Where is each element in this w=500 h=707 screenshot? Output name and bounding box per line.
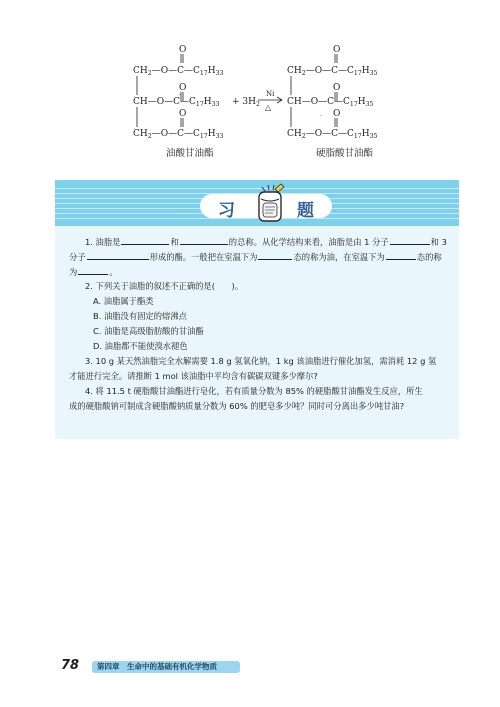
reactant-row: $CH_2—O—C—C_{17}H_{33}$ bbox=[133, 66, 224, 77]
reactant-label: 油酸甘油酯 bbox=[166, 148, 214, 159]
question-2-stem: 2. 下列关于油脂的叙述不正确的是( )。 bbox=[85, 281, 244, 291]
carbonyl-o: O bbox=[179, 45, 187, 55]
question-2-option-c[interactable]: C. 油脂是高级脂肪酸的甘油酯 bbox=[93, 326, 204, 336]
question-2-option-d[interactable]: D. 油脂都不能使溴水褪色 bbox=[93, 341, 188, 351]
condition-label: △ bbox=[265, 103, 272, 112]
product-label: 硬脂酸甘油酯 bbox=[316, 148, 374, 159]
question-4-line-2: 成的硬脂酸钠可制成含硬脂酸钠质量分数为 60% 的肥皂多少吨？同时可分离出多少吨甘油? bbox=[69, 401, 405, 411]
question-1-line-1: 1. 油脂是 和 的总称。从化学结构来看，油脂是由 1 分子 和 3 bbox=[85, 237, 447, 247]
carbonyl-o: O bbox=[333, 45, 341, 55]
question-2-option-b[interactable]: B. 油脂没有固定的熔沸点 bbox=[93, 311, 187, 321]
svg-text:·: · bbox=[320, 113, 322, 120]
exercise-box bbox=[55, 180, 459, 439]
notebook-pencil-icon bbox=[251, 183, 291, 225]
question-1-line-2: 分子 形成的酯。一般把在室温下为 态的称为油，在室温下为 态的称 bbox=[69, 252, 442, 262]
question-1-line-3: 为 。 bbox=[69, 267, 118, 277]
product-row: $CH_2—O—C—C_{17}H_{35}$ bbox=[287, 129, 378, 140]
product-row: $CH_2—O—C—C_{17}H_{35}$ bbox=[287, 66, 378, 77]
banner-title-left: 习 bbox=[218, 201, 236, 221]
answer-blank[interactable] bbox=[87, 250, 149, 260]
answer-blank[interactable] bbox=[121, 235, 169, 245]
banner-title-right: 题 bbox=[297, 201, 315, 221]
question-4-line-1: 4. 将 11.5 t 硬脂酸甘油酯进行皂化，若有质量分数为 85% 的硬脂酸甘油酯发生反应，所生 bbox=[85, 386, 423, 396]
carbonyl-o: O bbox=[333, 83, 341, 93]
answer-blank[interactable] bbox=[258, 250, 292, 260]
catalyst-label: Ni bbox=[266, 90, 275, 98]
answer-blank[interactable] bbox=[386, 250, 416, 260]
question-2-option-a[interactable]: A. 油脂属于酯类 bbox=[93, 296, 154, 306]
answer-blank[interactable] bbox=[180, 235, 228, 245]
reaction-arrow bbox=[258, 90, 282, 112]
carbonyl-o: O bbox=[179, 109, 187, 119]
question-3-line-1: 3. 10 g 某天然油脂完全水解需要 1.8 g 氢氧化钠，1 kg 该油脂进行催化加氢，需消耗 12 g 氢 bbox=[85, 356, 437, 366]
carbonyl-o: O bbox=[179, 83, 187, 93]
product-structure bbox=[287, 45, 378, 140]
page-number: 78 bbox=[61, 658, 80, 673]
answer-blank[interactable] bbox=[78, 265, 108, 275]
product-row: $CH—O—C—C_{17}H_{35}$ bbox=[287, 97, 374, 108]
chapter-title: 第四章 生命中的基础有机化学物质 bbox=[97, 662, 217, 671]
reactant-structure bbox=[133, 45, 224, 140]
answer-blank[interactable] bbox=[390, 235, 430, 245]
exercise-banner bbox=[55, 180, 459, 226]
plus-reagent: + $3H_2$ bbox=[232, 97, 260, 108]
hydrogenation-equation bbox=[0, 0, 500, 170]
reactant-row: $CH_2—O—C—C_{17}H_{33}$ bbox=[133, 129, 224, 140]
svg-text:·: · bbox=[179, 92, 181, 99]
carbonyl-o: O bbox=[333, 109, 341, 119]
reactant-row: $CH—O—C—C_{17}H_{33}$ bbox=[133, 97, 220, 108]
question-3-line-2: 才能进行完全。请推断 1 mol 该油脂中平均含有碳碳双键多少摩尔? bbox=[69, 371, 318, 381]
